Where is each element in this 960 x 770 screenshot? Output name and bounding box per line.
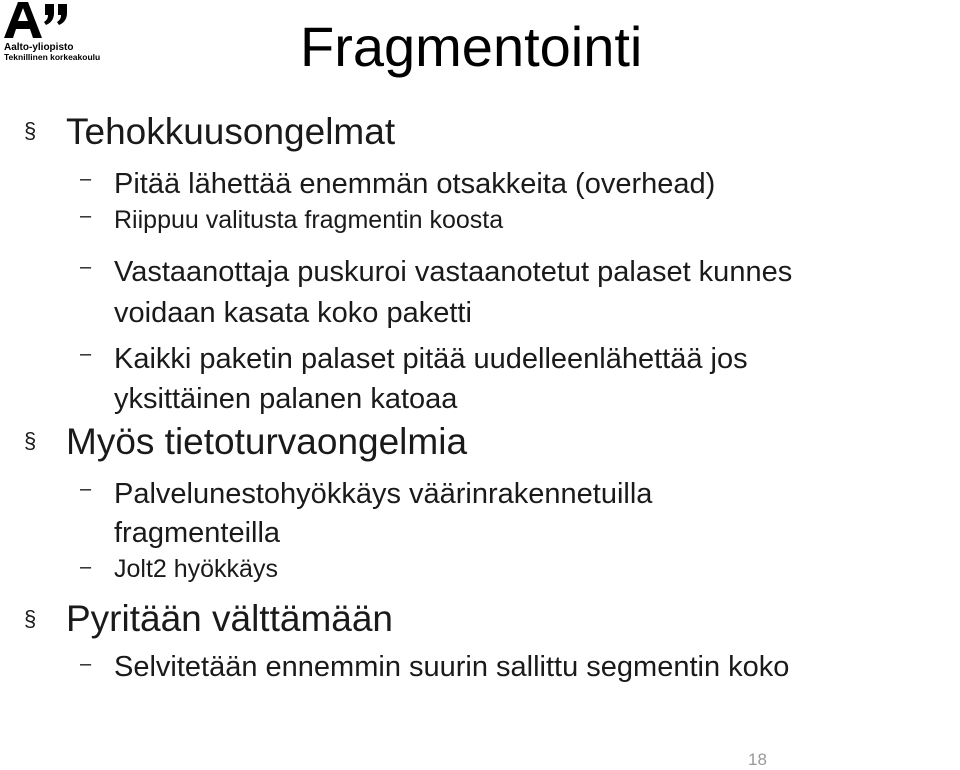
sub-bullet-marker-icon: –: [80, 205, 92, 227]
bullet-marker-icon: §: [24, 428, 37, 453]
page-number: 18: [748, 750, 767, 769]
sub-bullet-marker-icon: –: [80, 343, 92, 365]
sub-bullet-marker-icon: –: [80, 168, 92, 190]
sub-bullet-3-1: Selvitetään ennemmin suurin sallittu segmentin koko: [114, 651, 790, 683]
bullet-3-text: Pyritään välttämään: [66, 598, 394, 639]
sub-bullet-1-3-line-2: voidaan kasata koko paketti: [114, 297, 472, 329]
sub-bullet-marker-icon: –: [80, 556, 92, 578]
sub-bullet-1-1: Pitää lähettää enemmän otsakkeita (overhead): [114, 168, 716, 200]
sub-bullet-marker-icon: –: [80, 256, 92, 278]
logo-org-name: Aalto-yliopisto: [4, 42, 74, 53]
sub-bullet-1-3-line-1: Vastaanottaja puskuroi vastaanotetut palaset kunnes: [114, 256, 793, 288]
logo-sub-name: Teknillinen korkeakoulu: [4, 52, 101, 62]
sub-bullet-1-4-line-1: Kaikki paketin palaset pitää uudelleenlähettää jos: [114, 343, 748, 375]
sub-bullet-1-4-line-2: yksittäinen palanen katoaa: [114, 383, 458, 415]
bullet-marker-icon: §: [24, 606, 37, 631]
sub-bullet-marker-icon: –: [80, 653, 92, 675]
slide-title: Fragmentointi: [300, 15, 643, 78]
sub-bullet-2-2: Jolt2 hyökkäys: [114, 555, 278, 583]
sub-bullet-1-2: Riippuu valitusta fragmentin koosta: [114, 206, 504, 234]
sub-bullet-marker-icon: –: [80, 478, 92, 500]
bullet-1-text: Tehokkuusongelmat: [66, 111, 396, 152]
bullet-2-text: Myös tietoturvaongelmia: [66, 421, 468, 462]
sub-bullet-2-1-line-2: fragmenteilla: [114, 517, 281, 549]
aalto-logo: [2, 0, 122, 64]
bullet-marker-icon: §: [24, 118, 37, 143]
sub-bullet-2-1-line-1: Palvelunestohyökkäys väärinrakennetuilla: [114, 478, 653, 510]
aalto-logo-mark-icon: [2, 0, 72, 40]
